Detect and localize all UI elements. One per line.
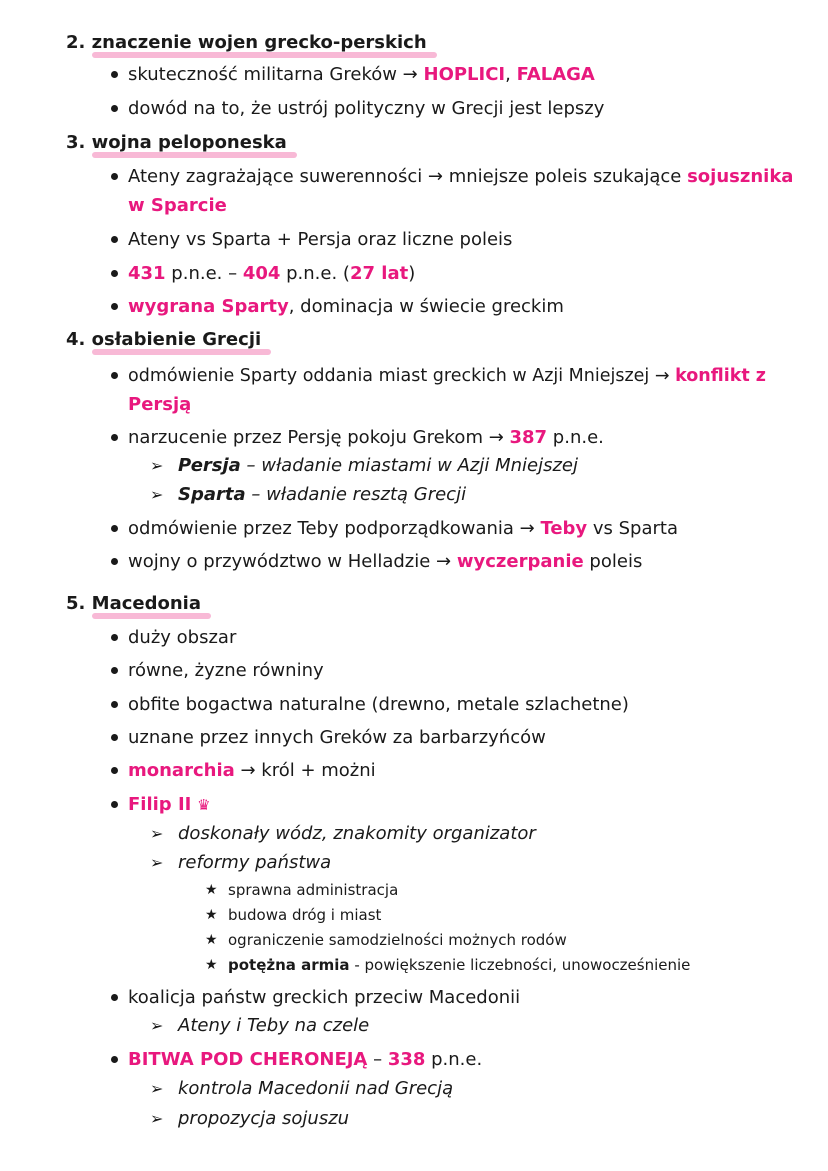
section-title: znaczenie wojen grecko-perskich — [91, 32, 427, 53]
bullet-icon — [111, 173, 118, 180]
section-3-heading — [66, 131, 287, 155]
star-icon: ★ — [205, 907, 218, 923]
list-item: Ateny zagrażające suwerenności → mniejsze poleis szukające sojusznika — [128, 166, 794, 187]
bullet-icon — [111, 303, 118, 310]
list-item: wojny o przywództwo w Helladzie → wyczerpanie poleis — [128, 551, 643, 572]
list-item: wygrana Sparty, dominacja w świecie greckim — [128, 296, 564, 317]
arrow-bullet-icon: ➢ — [150, 456, 164, 475]
bullet-icon — [111, 434, 118, 441]
list-item: równe, żyzne równiny — [128, 660, 324, 681]
arrow-bullet-icon: ➢ — [150, 824, 164, 843]
sub-item: Sparta – władanie resztą Grecji — [178, 484, 467, 505]
bullet-icon — [111, 734, 118, 741]
crown-icon: ♛ — [197, 796, 211, 814]
list-item: monarchia → król + możni — [128, 760, 376, 781]
arrow-bullet-icon: ➢ — [150, 853, 164, 872]
star-item: ograniczenie samodzielności możnych rodów — [228, 931, 567, 949]
star-item: sprawna administracja — [228, 881, 399, 899]
section-5-heading — [66, 592, 201, 616]
section-title: osłabienie Grecji — [91, 329, 262, 350]
sub-item: doskonały wódz, znakomity organizator — [178, 823, 536, 844]
section-number: 4. — [66, 329, 86, 350]
list-item: BITWA POD CHERONEJĄ – 338 p.n.e. — [128, 1049, 483, 1070]
sub-item: Ateny i Teby na czele — [178, 1015, 370, 1036]
sub-item: kontrola Macedonii nad Grecją — [178, 1078, 454, 1099]
section-title: wojna peloponeska — [91, 132, 287, 153]
bullet-icon — [111, 994, 118, 1001]
star-icon: ★ — [205, 882, 218, 898]
list-item: 431 p.n.e. – 404 p.n.e. (27 lat) — [128, 263, 416, 284]
list-item: obfite bogactwa naturalne (drewno, metale szlachetne) — [128, 694, 629, 715]
sub-item: reformy państwa — [178, 852, 332, 873]
list-item-continuation: w Sparcie — [128, 195, 227, 216]
bullet-icon — [111, 701, 118, 708]
list-item: Ateny vs Sparta + Persja oraz liczne poleis — [128, 229, 513, 250]
section-4-heading — [66, 328, 261, 352]
star-item: budowa dróg i miast — [228, 906, 382, 924]
list-item: Filip II ♛ — [128, 794, 211, 815]
bullet-icon — [111, 558, 118, 565]
arrow-bullet-icon: ➢ — [150, 1016, 164, 1035]
arrow-bullet-icon: ➢ — [150, 1079, 164, 1098]
section-2-heading — [66, 31, 427, 55]
star-icon: ★ — [205, 957, 218, 973]
bullet-icon — [111, 236, 118, 243]
list-item: odmówienie Sparty oddania miast greckich w Azji Mniejszej → konflikt z — [128, 366, 766, 386]
star-item: potężna armia - powiększenie liczebności, unowocześnienie — [228, 956, 691, 974]
sub-item: propozycja sojuszu — [178, 1108, 350, 1129]
list-item: uznane przez innych Greków za barbarzyńców — [128, 727, 546, 748]
bullet-icon — [111, 270, 118, 277]
list-item: narzucenie przez Persję pokoju Grekom → 387 p.n.e. — [128, 427, 604, 448]
list-item: skuteczność militarna Greków → HOPLICI, FALAGA — [128, 64, 595, 85]
section-number: 2. — [66, 32, 86, 53]
arrow-bullet-icon: ➢ — [150, 485, 164, 504]
section-number: 5. — [66, 593, 86, 614]
section-title: Macedonia — [91, 593, 201, 614]
bullet-icon — [111, 1056, 118, 1063]
list-item: duży obszar — [128, 627, 237, 648]
list-item-continuation: Persją — [128, 394, 192, 415]
list-item: odmówienie przez Teby podporządkowania → Teby vs Sparta — [128, 518, 678, 539]
bullet-icon — [111, 525, 118, 532]
sub-item: Persja – władanie miastami w Azji Mniejszej — [178, 455, 578, 476]
bullet-icon — [111, 634, 118, 641]
arrow-bullet-icon: ➢ — [150, 1109, 164, 1128]
list-item: dowód na to, że ustrój polityczny w Grecji jest lepszy — [128, 98, 605, 119]
star-icon: ★ — [205, 932, 218, 948]
bullet-icon — [111, 105, 118, 112]
section-number: 3. — [66, 132, 86, 153]
bullet-icon — [111, 71, 118, 78]
bullet-icon — [111, 801, 118, 808]
bullet-icon — [111, 667, 118, 674]
list-item: koalicja państw greckich przeciw Macedonii — [128, 987, 521, 1008]
bullet-icon — [111, 767, 118, 774]
bullet-icon — [111, 372, 118, 379]
